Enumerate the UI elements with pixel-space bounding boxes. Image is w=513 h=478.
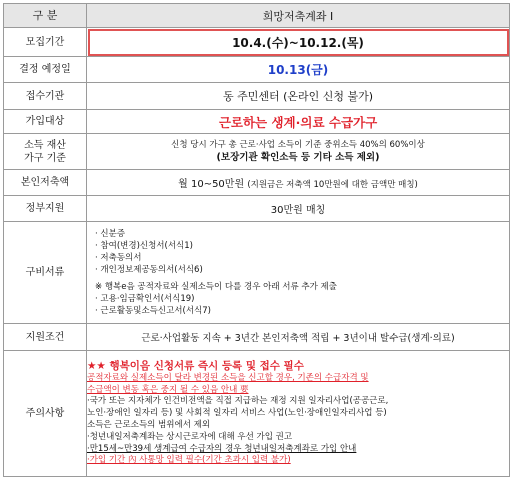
savings-amount: 월 10~50만원 — [178, 178, 245, 190]
agency-row — [4, 83, 510, 110]
income-row — [4, 134, 510, 170]
target-row — [4, 110, 510, 134]
notes-cell — [87, 351, 510, 477]
period-row — [4, 28, 510, 57]
notes-headline: ★★ 행복이음 신청서류 즉시 등록 및 접수 필수 — [87, 359, 304, 372]
income-value — [87, 134, 510, 170]
docs-extra-list — [87, 293, 509, 319]
docs-cell — [87, 222, 510, 324]
period-value: 10.4.(수)~10.12.(목) — [87, 28, 510, 57]
income-label-line2: 가구 기준 — [24, 152, 66, 164]
notes-row — [4, 351, 510, 477]
agency-value: 동 주민센터 (온라인 신청 불가) — [87, 83, 510, 110]
notes-line: 소득은 근로소득의 범위에서 제외 — [87, 420, 211, 430]
conditions-value: 근로·사업활동 지속 + 3년간 본인저축액 적립 + 3년이내 탈수급(생계·의료) — [87, 324, 510, 351]
gov-label: 정부지원 — [4, 196, 87, 222]
header-program-name: 희망저축계좌 I — [87, 4, 510, 28]
decision-label: 결정 예정일 — [4, 57, 87, 83]
period-label: 모집기간 — [4, 28, 87, 57]
docs-row — [4, 222, 510, 324]
savings-value-cell — [87, 170, 510, 196]
income-label — [4, 134, 87, 170]
notes-line: 노인·장애인 일자리 등) 및 사회적 일자리 서비스 사업(노인·장애인일자리사업 등) — [87, 408, 387, 419]
docs-item: · 참여(변경)신청서(서식1) — [95, 240, 509, 252]
docs-note: ※ 행복e음 공적자료와 실제소득이 다를 경우 아래 서류 추가 제출 — [95, 282, 337, 292]
header-category: 구 분 — [4, 4, 87, 28]
savings-label: 본인저축액 — [4, 170, 87, 196]
target-value: 근로하는 생계·의료 수급가구 — [87, 110, 510, 134]
docs-item: · 저축동의서 — [95, 252, 509, 264]
agency-label: 접수기관 — [4, 83, 87, 110]
income-label-line1: 소득 재산 — [24, 139, 66, 151]
docs-item: · 개인정보제공동의서(서식6) — [95, 264, 509, 276]
notes-label: 주의사항 — [4, 351, 87, 477]
notes-line: ·만15세~만39세 생계급여 수급자의 경우 청년내일저축계좌로 가입 안내 — [87, 443, 357, 454]
savings-row — [4, 170, 510, 196]
gov-value: 30만원 매칭 — [87, 196, 510, 222]
savings-note: (지원금은 저축액 10만원에 대한 금액만 매칭) — [247, 179, 418, 190]
docs-item: · 신분증 — [95, 228, 509, 240]
notes-line: 수급액이 변동 혹은 중지 될 수 있음 안내 要 — [87, 384, 249, 395]
decision-row — [4, 57, 510, 83]
notes-line: ·청년내일저축계좌는 상시근로자에 대해 우선 가입 권고 — [87, 431, 293, 442]
notes-line: ·국가 또는 지자체가 인건비전액을 직접 지급하는 재정 지원 일자리사업(공공근로, — [87, 396, 389, 407]
conditions-label: 지원조건 — [4, 324, 87, 351]
docs-extra-item: · 근로활동및소득신고서(서식7) — [95, 305, 509, 317]
docs-label: 구비서류 — [4, 222, 87, 324]
program-info-table — [3, 3, 510, 477]
target-label: 가입대상 — [4, 110, 87, 134]
conditions-row — [4, 324, 510, 351]
income-line2: (보장기관 확인소득 등 기타 소득 제외) — [216, 152, 380, 163]
decision-value: 10.13(금) — [87, 57, 510, 83]
gov-row — [4, 196, 510, 222]
notes-line: 공적자료와 실제소득이 달라 변경된 소득을 신고할 경우, 기존의 수급자격 및 — [87, 372, 369, 383]
header-row — [4, 4, 510, 28]
income-line1: 신청 당시 가구 총 근로·사업 소득이 기준 중위소득 40%의 60%이상 — [171, 140, 425, 150]
notes-line: ·가입 기간 內 사통망 입력 필수(기간 초과시 입력 불가) — [87, 455, 291, 466]
docs-extra-item: · 고용·임금확인서(서식19) — [95, 293, 509, 305]
docs-list — [87, 226, 509, 278]
